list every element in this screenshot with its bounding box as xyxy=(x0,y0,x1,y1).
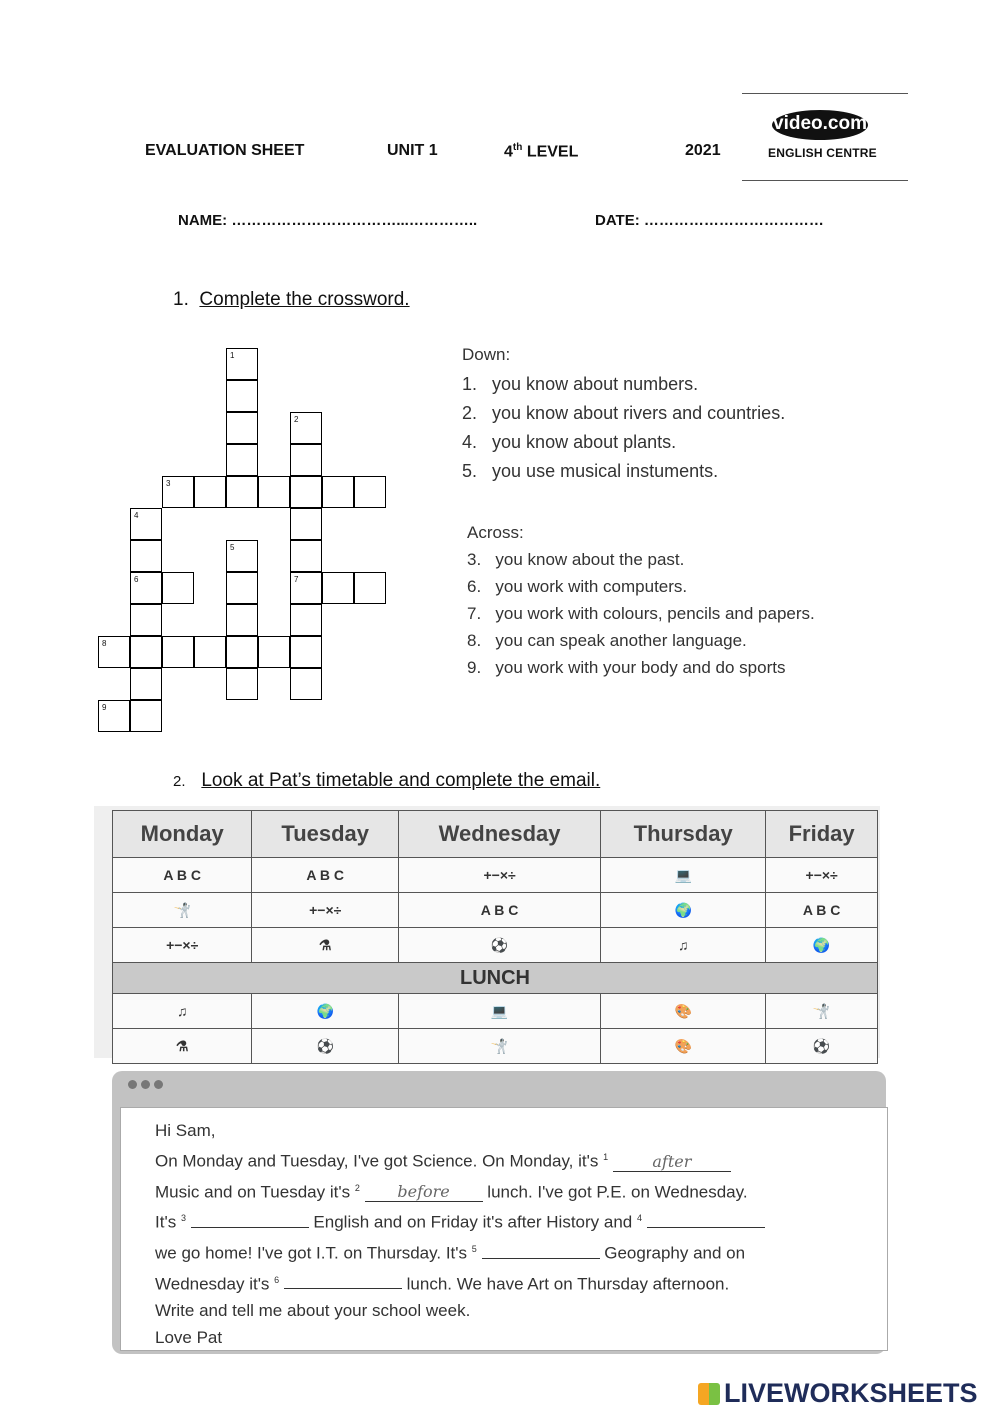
clue-number: 2 xyxy=(294,415,299,424)
email-line: Wednesday it's $^6$ lunch. We have Art on Thursday afternoon. xyxy=(155,1274,730,1294)
across-clues xyxy=(467,523,815,685)
timetable-row xyxy=(113,1029,878,1064)
logo-subtitle: ENGLISH CENTRE xyxy=(768,146,877,160)
window-controls xyxy=(128,1076,167,1094)
crossword-cell[interactable] xyxy=(290,508,322,540)
clue-number: 8 xyxy=(102,639,107,648)
clue-down-5: 5. you use musical instuments. xyxy=(462,461,719,481)
clue-across-9: 9. you work with your body and do sports xyxy=(467,658,786,677)
crossword-cell[interactable] xyxy=(290,636,322,668)
year-label: 2021 xyxy=(685,142,721,159)
logo-top-rule xyxy=(742,93,908,94)
timetable-row xyxy=(113,858,878,893)
crossword-cell[interactable] xyxy=(226,348,258,380)
computer-icon: 💻 xyxy=(399,994,601,1029)
lunch-label: LUNCH xyxy=(113,963,878,994)
answer-blank-5[interactable] xyxy=(482,1258,600,1259)
email-line: Music and on Tuesday it's $^2$ before lunch. I've got P.E. on Wednesday. xyxy=(155,1182,748,1202)
clue-down-1: 1. you know about numbers. xyxy=(462,374,699,394)
clue-number: 7 xyxy=(294,575,299,584)
palette-icon: 🎨 xyxy=(601,1029,766,1064)
clue-across-6: 6. you work with computers. xyxy=(467,577,688,596)
liveworksheets-logo[interactable]: LIVEWORKSHEETS xyxy=(698,1378,978,1409)
crossword-cell[interactable] xyxy=(226,668,258,700)
subject-cell: +−×÷ xyxy=(766,858,878,893)
timetable-row xyxy=(113,928,878,963)
crossword-cell[interactable] xyxy=(130,636,162,668)
fencing-icon: 🤺 xyxy=(113,893,252,928)
crossword-cell[interactable] xyxy=(290,604,322,636)
day-header: Wednesday xyxy=(399,811,601,858)
crossword-cell[interactable] xyxy=(322,476,354,508)
crossword-cell[interactable] xyxy=(98,636,130,668)
crossword-cell[interactable] xyxy=(226,540,258,572)
crossword-cell[interactable] xyxy=(226,604,258,636)
subject-cell: +−×÷ xyxy=(113,928,252,963)
subject-cell: +−×÷ xyxy=(252,893,399,928)
crossword-cell[interactable] xyxy=(290,540,322,572)
crossword-cell[interactable] xyxy=(130,668,162,700)
email-line: On Monday and Tuesday, I've got Science. On Monday, it's $^1$ after xyxy=(155,1144,765,1175)
question-1: 1. Complete the crossword. xyxy=(173,289,410,310)
crossword-cell[interactable] xyxy=(354,572,386,604)
crossword-cell[interactable] xyxy=(258,476,290,508)
crossword-cell[interactable] xyxy=(130,540,162,572)
globe-icon: 🌍 xyxy=(601,893,766,928)
window-dot-icon xyxy=(141,1080,150,1089)
date-field[interactable]: DATE: ……………………………… xyxy=(595,212,824,229)
logo-bottom-rule xyxy=(742,180,908,181)
clue-number: 1 xyxy=(230,351,235,360)
subject-cell: A B C xyxy=(766,893,878,928)
crossword-cell[interactable] xyxy=(258,636,290,668)
window-dot-icon xyxy=(128,1080,137,1089)
subject-cell: A B C xyxy=(252,858,399,893)
crossword-cell[interactable] xyxy=(162,476,194,508)
day-header: Monday xyxy=(113,811,252,858)
crossword-cell[interactable] xyxy=(290,572,322,604)
unit-label: UNIT 1 xyxy=(387,142,438,159)
email-signoff: Love Pat xyxy=(155,1328,223,1348)
crossword-cell[interactable] xyxy=(130,572,162,604)
crossword-cell[interactable] xyxy=(290,668,322,700)
clue-number: 3 xyxy=(166,479,171,488)
football-icon: ⚽ xyxy=(252,1029,399,1064)
crossword-cell[interactable] xyxy=(354,476,386,508)
email-line: It's $^3$ English and on Friday it's after History and $^4$ xyxy=(155,1205,765,1236)
crossword-cell[interactable] xyxy=(226,476,258,508)
music-note-icon: ♫ xyxy=(601,928,766,963)
lunch-row xyxy=(113,963,878,994)
question-2: 2. Look at Pat’s timetable and complete the email. xyxy=(173,770,601,791)
email-line: we go home! I've got I.T. on Thursday. It's $^5$ Geography and on xyxy=(155,1243,746,1263)
crossword-cell[interactable] xyxy=(226,444,258,476)
timetable-row xyxy=(113,893,878,928)
timetable-header-row xyxy=(113,811,878,858)
crossword-cell[interactable] xyxy=(226,412,258,444)
clue-number: 4 xyxy=(134,511,139,520)
day-header: Thursday xyxy=(601,811,766,858)
crossword-cell[interactable] xyxy=(194,636,226,668)
timetable-row xyxy=(113,994,878,1029)
day-header: Tuesday xyxy=(252,811,399,858)
clue-across-3: 3. you know about the past. xyxy=(467,550,685,569)
football-icon: ⚽ xyxy=(399,928,601,963)
clue-across-8: 8. you can speak another language. xyxy=(467,631,747,650)
music-note-icon: ♫ xyxy=(113,994,252,1029)
subject-cell: +−×÷ xyxy=(399,858,601,893)
email-text xyxy=(155,1117,765,1351)
crossword-cell[interactable] xyxy=(290,444,322,476)
crossword-cell[interactable] xyxy=(226,636,258,668)
crossword-cell[interactable] xyxy=(226,572,258,604)
crossword-cell[interactable] xyxy=(290,412,322,444)
crossword-cell[interactable] xyxy=(98,700,130,732)
timetable xyxy=(112,810,878,1064)
clue-number: 5 xyxy=(230,543,235,552)
sheet-title: EVALUATION SHEET xyxy=(145,142,305,159)
answer-blank-6[interactable] xyxy=(284,1288,402,1289)
crossword-cell[interactable] xyxy=(162,636,194,668)
clue-down-4: 4. you know about plants. xyxy=(462,432,677,452)
crossword-cell[interactable] xyxy=(226,380,258,412)
football-icon: ⚽ xyxy=(766,1029,878,1064)
clue-number: 9 xyxy=(102,703,107,712)
clue-down-2: 2. you know about rivers and countries. xyxy=(462,403,786,423)
crossword-cell[interactable] xyxy=(194,476,226,508)
crossword-cell[interactable] xyxy=(290,476,322,508)
answer-blank-3[interactable] xyxy=(191,1227,309,1228)
answer-blank-1[interactable]: after xyxy=(613,1153,731,1172)
answer-blank-4[interactable] xyxy=(647,1227,765,1228)
globe-icon: 🌍 xyxy=(252,994,399,1029)
crossword-cell[interactable] xyxy=(162,572,194,604)
liveworksheets-icon xyxy=(698,1383,720,1405)
crossword-cell[interactable] xyxy=(130,700,162,732)
crossword-cell[interactable] xyxy=(130,508,162,540)
logo-bubble: video.com xyxy=(772,110,868,140)
day-header: Friday xyxy=(766,811,878,858)
name-field[interactable]: NAME: ……………………………...………….. xyxy=(178,212,478,229)
clue-across-7: 7. you work with colours, pencils and papers. xyxy=(467,604,815,623)
clue-number: 6 xyxy=(134,575,139,584)
computer-icon: 💻 xyxy=(601,858,766,893)
fencing-icon: 🤺 xyxy=(766,994,878,1029)
across-title: Across: xyxy=(467,523,524,542)
email-greeting: Hi Sam, xyxy=(155,1121,216,1140)
email-line: Write and tell me about your school week. xyxy=(155,1301,471,1321)
down-title: Down: xyxy=(462,345,511,364)
test-tubes-icon: ⚗ xyxy=(252,928,399,963)
palette-icon: 🎨 xyxy=(601,994,766,1029)
crossword-cell[interactable] xyxy=(322,572,354,604)
answer-blank-2[interactable]: before xyxy=(365,1183,483,1202)
down-clues xyxy=(462,345,785,490)
test-tubes-icon: ⚗ xyxy=(113,1029,252,1064)
subject-cell: A B C xyxy=(399,893,601,928)
level-label: 4th LEVEL xyxy=(504,142,579,161)
fencing-icon: 🤺 xyxy=(399,1029,601,1064)
window-dot-icon xyxy=(154,1080,163,1089)
globe-icon: 🌍 xyxy=(766,928,878,963)
subject-cell: A B C xyxy=(113,858,252,893)
crossword-cell[interactable] xyxy=(130,604,162,636)
